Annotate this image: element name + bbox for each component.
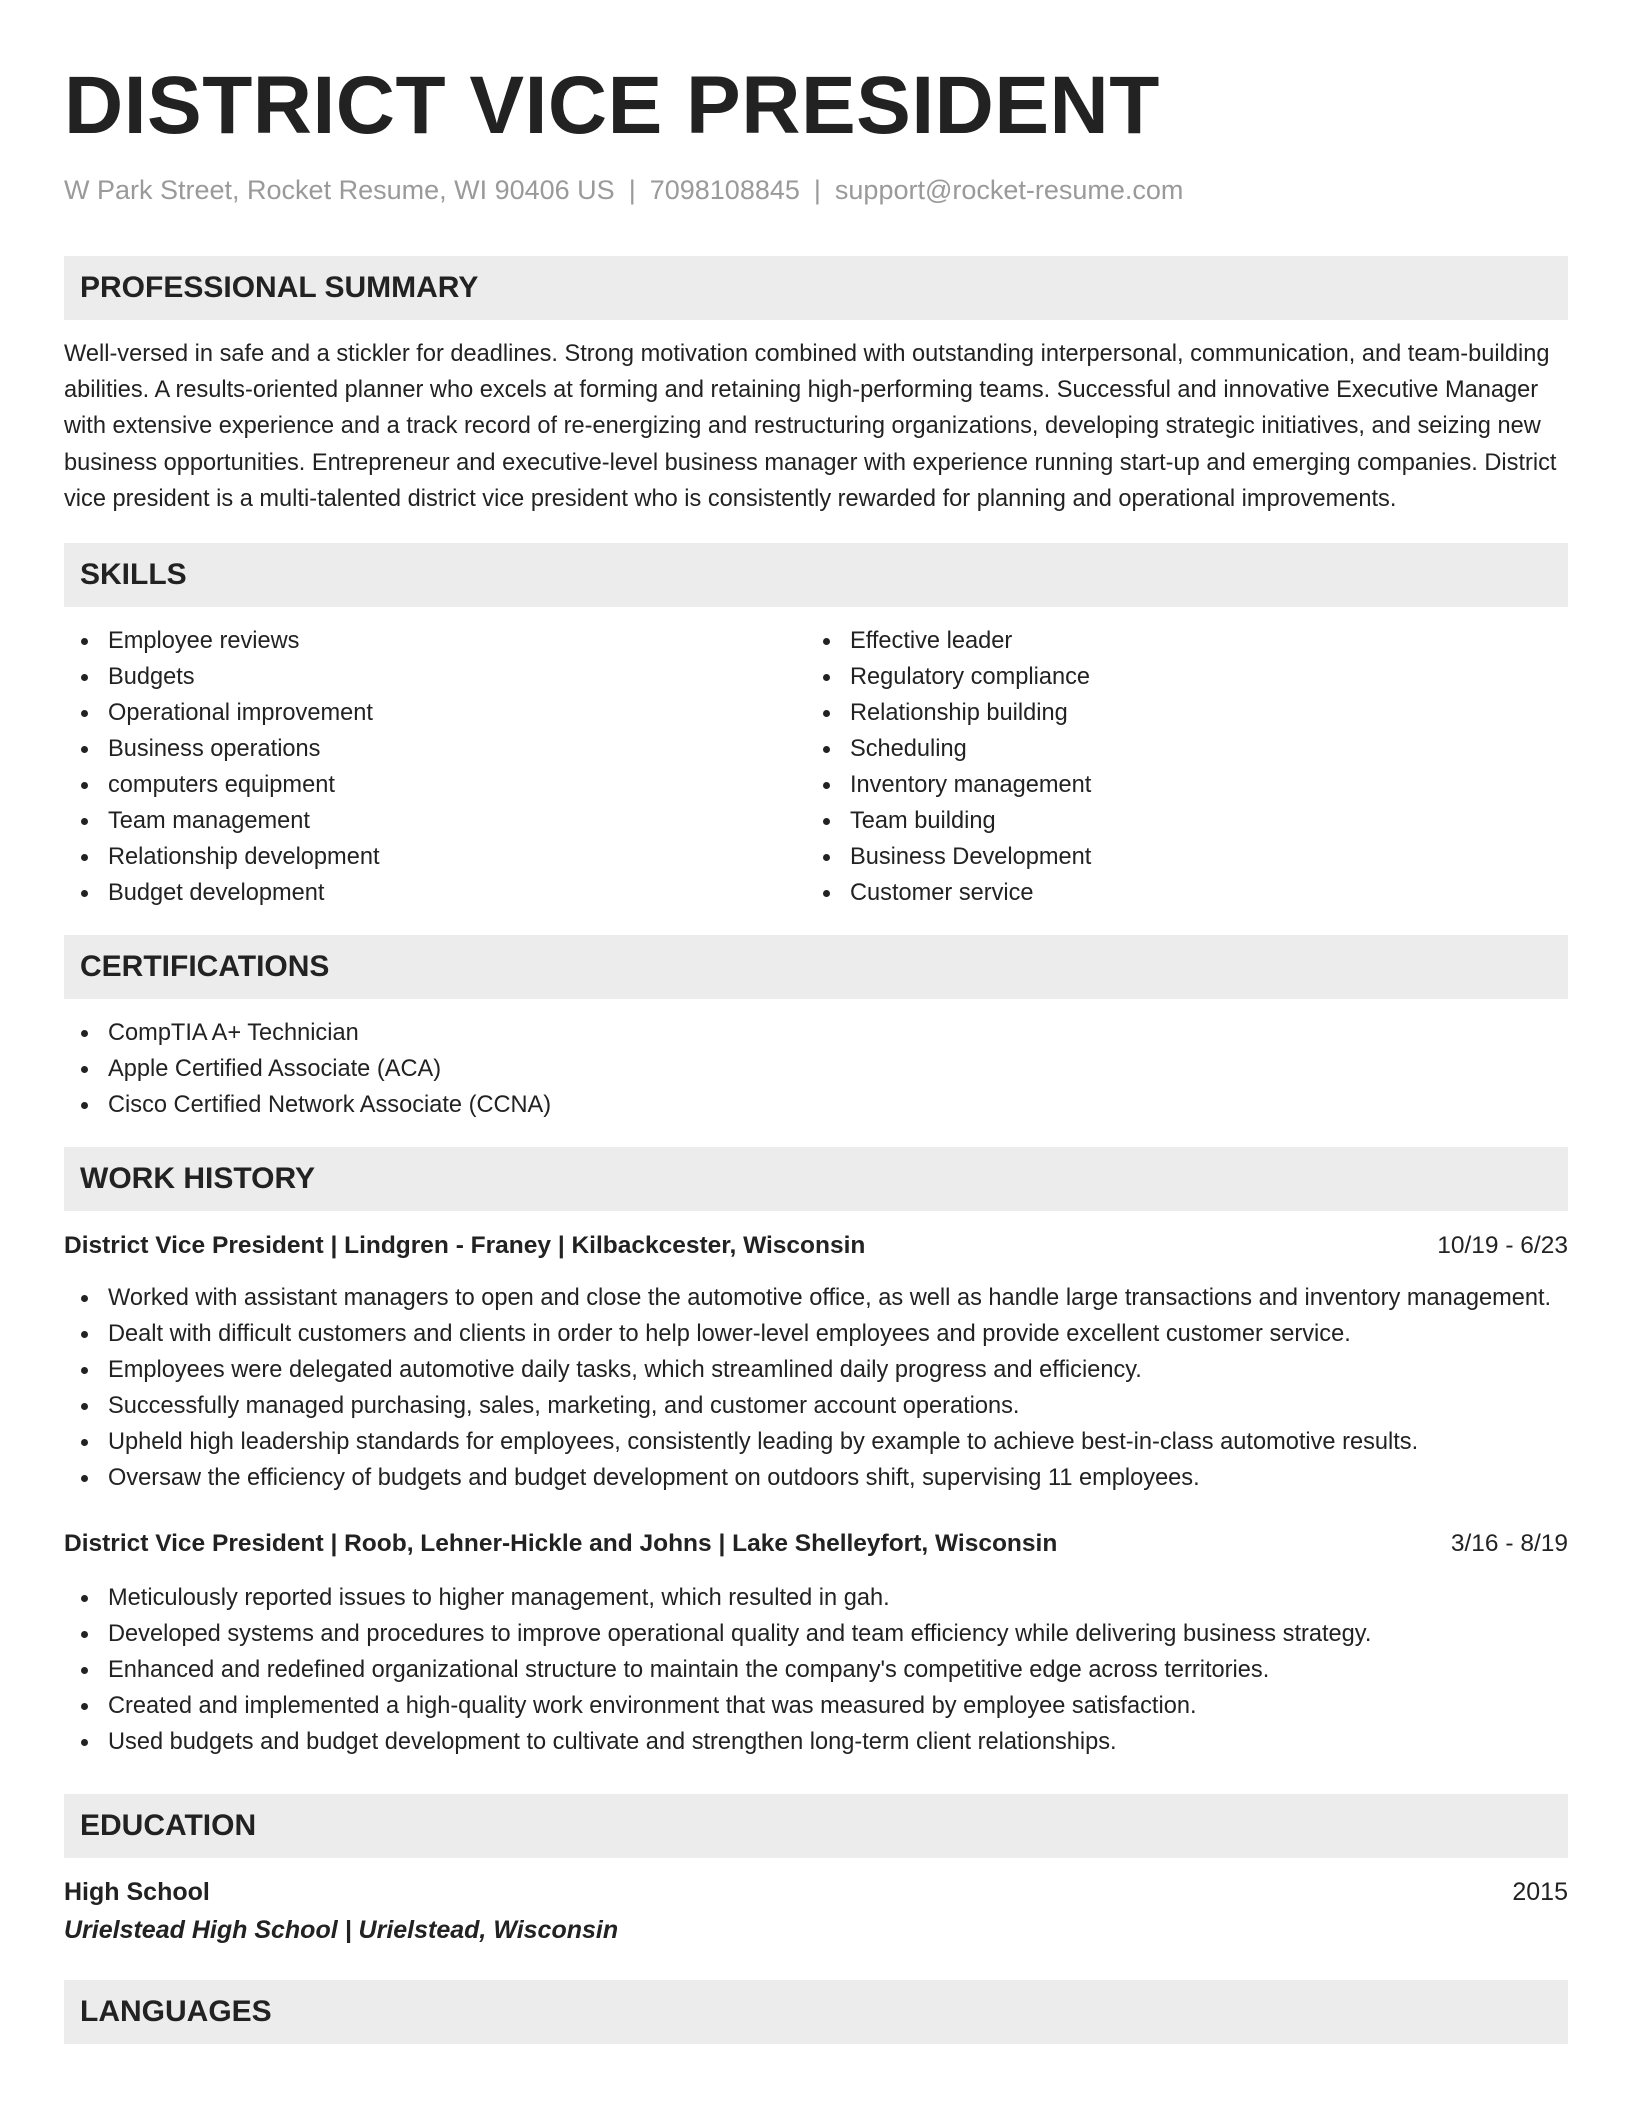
skill-item: Relationship development [64, 839, 806, 875]
section-header-certifications: CERTIFICATIONS [64, 935, 1568, 999]
job-bullet: Used budgets and budget development to cultivate and strengthen long-term client relationships. [64, 1724, 1568, 1760]
skills-grid [64, 623, 1568, 911]
contact-separator: | [813, 175, 821, 205]
education-row [64, 1874, 1568, 1910]
skill-item: Regulatory compliance [806, 659, 1548, 695]
job-title: District Vice President | Lindgren - Franey | Kilbackcester, Wisconsin [64, 1232, 866, 1260]
section-header-languages: LANGUAGES [64, 1980, 1568, 2044]
job-dates: 10/19 - 6/23 [1437, 1232, 1568, 1260]
skill-item: Customer service [806, 875, 1548, 911]
resume-name: DISTRICT VICE PRESIDENT [64, 60, 1160, 151]
job-bullet: Employees were delegated automotive daily tasks, which streamlined daily progress and efficiency. [64, 1352, 1568, 1388]
job-header [64, 1526, 1568, 1562]
contact-separator: | [628, 175, 636, 205]
certifications-list [64, 1015, 1568, 1123]
education-year: 2015 [1512, 1878, 1568, 1907]
skills-list-right [806, 623, 1548, 911]
skills-list-left [64, 623, 806, 911]
resume-page [64, 0, 1568, 2044]
skill-item: Employee reviews [64, 623, 806, 659]
summary-text: Well-versed in safe and a stickler for deadlines. Strong motivation combined with outstanding interpersonal, communication, and team-building abilities. A results-oriented planner who excels at forming and retaining high-performing teams. Successful and innovative Executive Manager with extensive experience and a track record of re-energizing and restructuring organizations, developing strategic initiatives, and seizing new business opportunities. Entrepreneur and executive-level business manager with experience running start-up and emerging companies. District vice president is a multi-talented district vice president who is consistently rewarded for planning and operational improvements. [64, 341, 1557, 512]
job-header [64, 1228, 1568, 1264]
job-dates: 3/16 - 8/19 [1450, 1530, 1568, 1558]
contact-address: W Park Street, Rocket Resume, WI 90406 US [64, 175, 615, 205]
skill-item: Business operations [64, 731, 806, 767]
section-header-education: EDUCATION [64, 1794, 1568, 1858]
job-bullets [64, 1580, 1568, 1760]
education-school: Urielstead High School | Urielstead, Wisconsin [64, 1916, 619, 1945]
contact-phone: 7098108845 [649, 175, 800, 205]
skill-item: Budget development [64, 875, 806, 911]
job-bullet: Oversaw the efficiency of budgets and budget development on outdoors shift, supervising 11 employees. [64, 1460, 1568, 1496]
skill-item: Inventory management [806, 767, 1548, 803]
job-bullet: Meticulously reported issues to higher management, which resulted in gah. [64, 1580, 1568, 1616]
education-degree: High School [64, 1878, 210, 1907]
skill-item: computers equipment [64, 767, 806, 803]
job-title: District Vice President | Roob, Lehner-Hickle and Johns | Lake Shelleyfort, Wisconsin [64, 1530, 1058, 1558]
skill-item: Team management [64, 803, 806, 839]
skill-item: Scheduling [806, 731, 1548, 767]
certification-item: Cisco Certified Network Associate (CCNA) [64, 1087, 1568, 1123]
contact-line [64, 174, 1568, 206]
certification-item: CompTIA A+ Technician [64, 1015, 1568, 1051]
job-bullet: Upheld high leadership standards for employees, consistently leading by example to achieve best-in-class automotive results. [64, 1424, 1568, 1460]
job-bullet: Developed systems and procedures to improve operational quality and team efficiency while delivering business strategy. [64, 1616, 1568, 1652]
job-bullet: Successfully managed purchasing, sales, marketing, and customer account operations. [64, 1388, 1568, 1424]
section-header-skills: SKILLS [64, 543, 1568, 607]
section-header-work-history: WORK HISTORY [64, 1147, 1568, 1211]
skill-item: Budgets [64, 659, 806, 695]
contact-email: support@rocket-resume.com [834, 175, 1184, 205]
section-header-summary: PROFESSIONAL SUMMARY [64, 256, 1568, 320]
skill-item: Operational improvement [64, 695, 806, 731]
skill-item: Effective leader [806, 623, 1548, 659]
certification-item: Apple Certified Associate (ACA) [64, 1051, 1568, 1087]
job-bullet: Worked with assistant managers to open and close the automotive office, as well as handle large transactions and inventory management. [64, 1280, 1568, 1316]
skill-item: Relationship building [806, 695, 1548, 731]
skill-item: Team building [806, 803, 1548, 839]
job-bullet: Dealt with difficult customers and clients in order to help lower-level employees and provide excellent customer service. [64, 1316, 1568, 1352]
skill-item: Business Development [806, 839, 1548, 875]
job-bullet: Enhanced and redefined organizational structure to maintain the company's competitive edge across territories. [64, 1652, 1568, 1688]
job-bullet: Created and implemented a high-quality work environment that was measured by employee satisfaction. [64, 1688, 1568, 1724]
job-bullets [64, 1280, 1568, 1496]
